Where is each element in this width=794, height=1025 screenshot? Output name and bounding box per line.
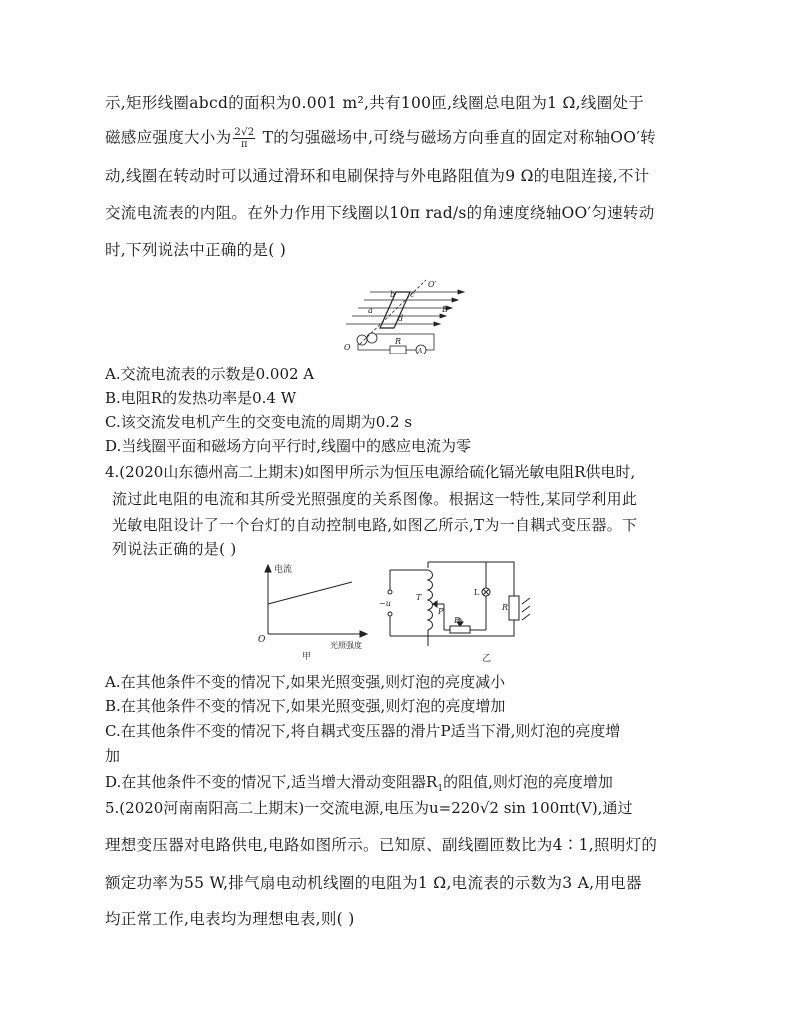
fraction-2root2-over-pi bbox=[233, 127, 255, 150]
q3-text-line-5: 时,下列说法中正确的是( ) bbox=[105, 241, 287, 259]
circuit-R-label: R bbox=[502, 603, 509, 612]
fig-label-O: O bbox=[344, 343, 351, 352]
fig-label-d: d bbox=[398, 314, 404, 323]
q4-option-c[interactable]: C.在其他条件不变的情况下,将自耦式变压器的滑片P适当下滑,则灯泡的亮度增 bbox=[105, 722, 621, 740]
q3-text-line-3: 动,线圈在转动时可以通过滑环和电刷保持与外电路阻值为9 Ω的电阻连接,不计 bbox=[105, 167, 650, 185]
q5-sqrt2: √2 bbox=[479, 799, 499, 817]
q5-text-line-1 bbox=[105, 798, 632, 818]
q3-text-line-4: 交流电流表的内阻。在外力作用下线圈以10π rad/s的角速度绕轴OO′匀速转动 bbox=[105, 204, 655, 222]
q5-text-line-1-b: sin 100πt(V),通过 bbox=[498, 799, 633, 817]
circuit-L-label: L bbox=[474, 588, 480, 597]
graph-origin: O bbox=[258, 635, 266, 645]
q4-option-c-cont: 加 bbox=[105, 747, 121, 765]
q4-text-line-4: 列说法正确的是( ) bbox=[112, 540, 237, 558]
circuit-caption: 乙 bbox=[482, 654, 492, 664]
circuit-u-label: ~u bbox=[379, 599, 391, 608]
q5-text-line-4: 均正常工作,电表均为理想电表,则( ) bbox=[105, 910, 355, 928]
q4-option-b[interactable]: B.在其他条件不变的情况下,如果光照变强,则灯泡的亮度增加 bbox=[105, 697, 506, 715]
q3-option-a[interactable]: A.交流电流表的示数是0.002 A bbox=[105, 365, 315, 383]
fraction-denominator: π bbox=[240, 139, 248, 150]
circuit-T-label: T bbox=[416, 593, 422, 602]
q4-option-d[interactable] bbox=[105, 772, 613, 799]
graph-caption: 甲 bbox=[302, 652, 312, 662]
q3-option-b[interactable]: B.电阻R的发热功率是0.4 W bbox=[105, 389, 297, 407]
q4-option-d-text-b: 的阻值,则灯泡的亮度增加 bbox=[443, 773, 613, 791]
q4-option-d-subscript: 1 bbox=[437, 784, 444, 794]
fraction-numerator: 2√2 bbox=[234, 127, 255, 138]
q3-text-line-2 bbox=[105, 127, 656, 150]
fig-label-b: b bbox=[390, 290, 396, 299]
graph-y-label: 电流 bbox=[274, 565, 293, 575]
fig-label-R: R bbox=[395, 337, 402, 346]
q4-text-line-3: 光敏电阻设计了一个台灯的自动控制电路,如图乙所示,T为一自耦式变压器。下 bbox=[112, 516, 638, 534]
q3-option-d[interactable]: D.当线圈平面和磁场方向平行时,线圈中的感应电流为零 bbox=[105, 437, 472, 455]
q3-text-line-1: 示,矩形线圈abcd的面积为0.001 m²,共有100匝,线圈总电阻为1 Ω,线圈处于 bbox=[105, 94, 645, 112]
fig-label-c: c bbox=[410, 290, 415, 299]
q5-text-line-2: 理想变压器对电路供电,电路如图所示。已知原、副线圈匝数比为4∶1,照明灯的 bbox=[105, 836, 658, 854]
fig-label-O-prime: O′ bbox=[428, 280, 437, 289]
fig-label-B: B bbox=[442, 305, 448, 314]
fig-label-a: a bbox=[368, 306, 373, 315]
q5-text-line-1-a: 5.(2020河南南阳高二上期末)一交流电源,电压为u=220 bbox=[105, 799, 480, 817]
q4-graph-jia bbox=[252, 562, 382, 662]
circuit-P-label: P bbox=[438, 607, 444, 616]
q3-text-line-2-b: T的匀强磁场中,可绕与磁场方向垂直的固定对称轴OO′转 bbox=[257, 128, 656, 147]
q3-option-c[interactable]: C.该交流发电机产生的交变电流的周期为0.2 s bbox=[105, 413, 413, 431]
circuit-R1-label: R₁ bbox=[454, 616, 464, 625]
q3-coil-figure bbox=[340, 278, 470, 354]
fig-label-A: A bbox=[418, 348, 423, 354]
q4-text-line-2: 流过此电阻的电流和其所受光照强度的关系图像。根据这一特性,某同学利用此 bbox=[112, 490, 638, 508]
q4-option-a[interactable]: A.在其他条件不变的情况下,如果光照变强,则灯泡的亮度减小 bbox=[105, 673, 506, 691]
graph-x-label: 光照强度 bbox=[330, 641, 362, 650]
q3-text-line-2-a: 磁感应强度大小为 bbox=[105, 128, 232, 147]
q5-text-line-3: 额定功率为55 W,排气扇电动机线圈的电阻为1 Ω,电流表的示数为3 A,用电器 bbox=[105, 874, 642, 892]
q4-option-d-text-a: D.在其他条件不变的情况下,适当增大滑动变阻器R bbox=[105, 773, 438, 791]
q4-text-line-1: 4.(2020山东德州高二上期末)如图甲所示为恒压电源给硫化镉光敏电阻R供电时, bbox=[105, 463, 636, 481]
q4-circuit-yi bbox=[378, 560, 538, 666]
